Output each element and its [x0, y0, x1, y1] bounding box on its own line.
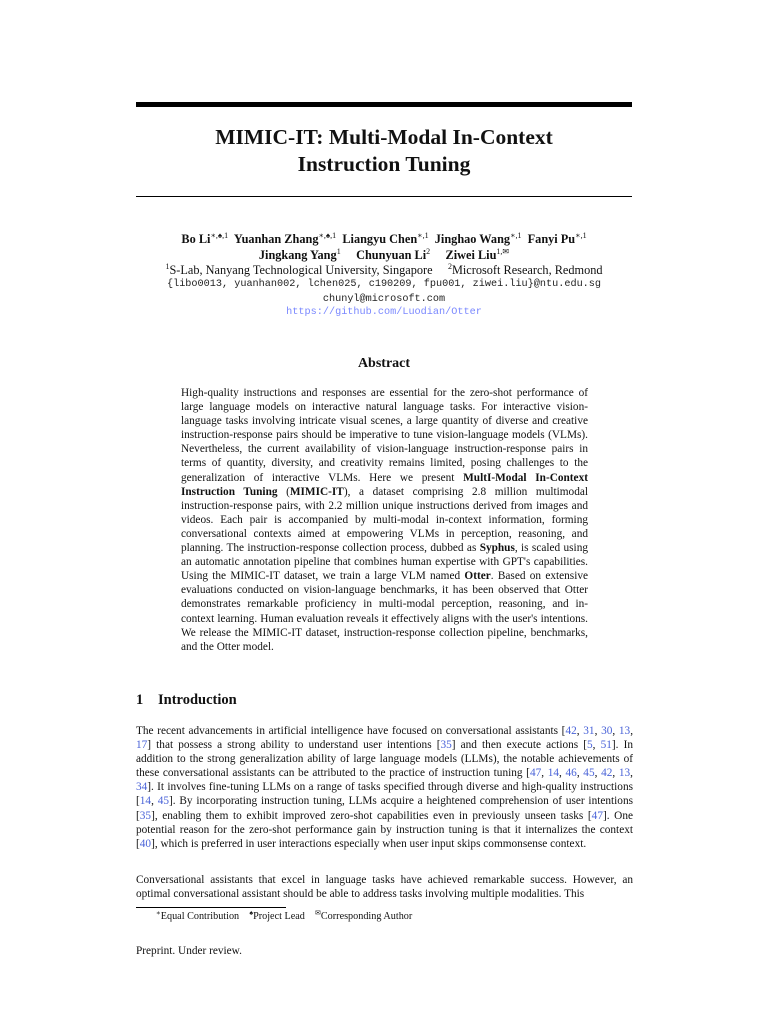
citation-link[interactable]: 31: [583, 725, 595, 737]
citation-link[interactable]: 47: [591, 809, 603, 822]
citation-link[interactable]: 47: [529, 767, 542, 780]
paragraph-text: ]. In addition to the strong generalization ability of large language models (LLMs), the notable achievements of these conversational assistants can be attributed to the practice of instruction tuning [: [136, 739, 633, 780]
citation-link[interactable]: 5: [587, 739, 593, 752]
paragraph-text: ,: [541, 767, 548, 780]
author-line-2: [120, 247, 648, 263]
footnote: ✉Corresponding Author: [315, 909, 413, 922]
paragraph-text: ,: [594, 767, 602, 780]
title-top-rule: [136, 102, 632, 107]
author-line-1: [120, 231, 648, 247]
section-title: Introduction: [158, 692, 237, 708]
paragraph-text: ] that possess a strong ability to understand user intentions [: [147, 739, 441, 752]
syphus-name: Syphus: [479, 542, 515, 555]
abstract-heading: Abstract: [357, 356, 411, 371]
author-emails: [110, 278, 658, 307]
citation-link[interactable]: 13: [618, 725, 631, 737]
citation-link[interactable]: 40: [139, 837, 152, 850]
title-bottom-rule: [136, 196, 632, 197]
author: Bo $Li^{∗,♠,1}$: [181, 231, 229, 246]
citation-link[interactable]: 17: [136, 739, 148, 752]
citation-link[interactable]: 35: [440, 739, 452, 752]
abstract-body: High-quality instructions and responses are essential for the zero-shot performance of large language models on interactive natural language tasks. For interactive vision-language tasks involving intricate visual scenes, a large quantity of diverse and creative instruction-response pairs should be imperative to tune vision-language models (VLMs). Nevertheless, the current availability of vision-language instruction-response pairs in terms of quantity, diversity, and creativity remains limited, posing challenges to the generalization of interactive VLMs. Here we present MultI-Modal In-Context Instruction Tuning (MIMIC-IT), a dataset comprising 2.8 million multimodal instruction-response pairs, with 2.2 million unique instructions derived from images and videos. Each pair is accompanied by multi-modal in-context information, forming conversational contexts aimed at empowering VLMs in perception, reasoning, and planning. The instruction-response collection process, dubbed as Syphus, is scaled using an automatic annotation pipeline that combines human expertise with GPT's capabilities. Using the MIMIC-IT dataset, we train a large VLM named Otter. Based on extensive evaluations conducted on vision-language benchmarks, it has been observed that Otter demonstrates remarkable proficiency in multi-modal perception, reasoning, and in-context learning. Human evaluation reveals it effectively aligns with the user's intentions. We release the MIMIC-IT dataset, instruction-response collection pipeline, benchmarks, and the Otter model.: [181, 387, 589, 653]
paragraph-text: ,: [630, 767, 633, 780]
mimic-it-abbr: MIMIC-IT: [289, 485, 344, 498]
author: Fanyi $Pu^{∗,1}$: [527, 231, 587, 246]
intro-paragraph-2: Conversational assistants that excel in language tasks have achieved remarkable success. However, an optimal conversational assistant should be able to address tasks involving multiple modalities. This: [136, 874, 633, 901]
paragraph-text: ], enabling them to exhibit improved zero-shot capabilities even in previously unseen tasks [: [151, 809, 592, 822]
author: Ziwei Liu$^{1,✉}$: [445, 247, 510, 262]
citation-link[interactable]: 13: [618, 767, 631, 780]
citation-link[interactable]: 51: [600, 739, 612, 752]
citation-link[interactable]: 14: [139, 795, 152, 808]
citation-link[interactable]: 42: [601, 767, 613, 780]
section-number: 1: [136, 692, 144, 708]
otter-name: Otter: [464, 570, 491, 583]
paragraph-text: ,: [151, 795, 158, 808]
paragraph-text: ,: [594, 725, 602, 737]
citation-link[interactable]: 30: [601, 725, 613, 737]
author-list: [120, 231, 648, 263]
email-line-1: {libo0013, yuanhan002, lchen025, c190209, fpu001, ziwei.liu}@ntu.edu.sg: [166, 279, 602, 290]
citation-link[interactable]: 45: [157, 795, 169, 808]
affiliations: [120, 262, 648, 278]
footnotes: [156, 910, 412, 924]
email-line-2: chunyl@microsoft.com: [322, 293, 446, 305]
footnote: ∗Equal Contribution: [156, 909, 240, 922]
paragraph-text: ,: [612, 767, 619, 780]
affiliation: $^2$Microsoft Research, Redmond: [447, 262, 603, 277]
author: Yuanhan Zhang$^{∗,♠,1}$: [233, 231, 337, 246]
citation-link[interactable]: 14: [547, 767, 560, 780]
title-line-2: Instruction Tuning: [297, 152, 471, 176]
title-line-1: MIMIC-IT: Multi-Modal In-Context: [215, 125, 553, 149]
author: Liangyu Chen$^{∗,1}$: [342, 231, 429, 246]
citation-link[interactable]: 46: [565, 767, 577, 780]
footnote-rule: [136, 907, 286, 908]
author: Chunyuan Li$^2$: [356, 247, 431, 262]
paragraph-text: ,: [576, 767, 584, 780]
paragraph-text: ,: [630, 725, 634, 737]
paragraph-text: ]. It involves fine-tuning LLMs on a range of tasks specified through diverse and high-quality instructions [: [136, 781, 633, 808]
footnote: ♠Project Lead: [249, 909, 305, 922]
paper-title: [136, 124, 632, 178]
paragraph-text: ,: [592, 739, 601, 752]
affiliation: $^1$S-Lab, Nanyang Technological University, Singapore: [165, 262, 433, 277]
paragraph-text: ,: [576, 725, 584, 737]
paragraph-text: ], which is preferred in user interactions especially when user input skips commonsense context.: [151, 837, 587, 850]
paragraph-text: ]. By incorporating instruction tuning, LLMs acquire a heightened comprehension of user intentions [: [136, 795, 633, 822]
preprint-footer: Preprint. Under review.: [136, 945, 242, 957]
github-link[interactable]: https://github.com/Luodian/Otter: [286, 307, 482, 318]
paragraph-text: ,: [612, 725, 619, 737]
paragraph-text: The recent advancements in artificial intelligence have focused on conversational assistants [: [136, 725, 566, 737]
citation-link[interactable]: 34: [136, 781, 148, 794]
paragraph-text: ]. One potential reason for the zero-shot performance gain by instruction tuning is that it internalizes the context [: [136, 809, 633, 850]
author: Jingkang Yang$^1$: [258, 247, 341, 262]
paragraph-text: ,: [559, 767, 566, 780]
paragraph-text: ] and then execute actions [: [451, 739, 588, 752]
mimic-it-full-name: MultI-Modal In-Context Instruction Tuning: [181, 471, 588, 498]
intro-paragraph-1: [136, 724, 633, 851]
section-heading: [136, 692, 237, 709]
author: Jinghao Wang$^{∗,1}$: [434, 231, 522, 246]
citation-link[interactable]: 45: [583, 767, 595, 780]
citation-link[interactable]: 35: [139, 809, 152, 822]
citation-link[interactable]: 42: [565, 725, 577, 737]
